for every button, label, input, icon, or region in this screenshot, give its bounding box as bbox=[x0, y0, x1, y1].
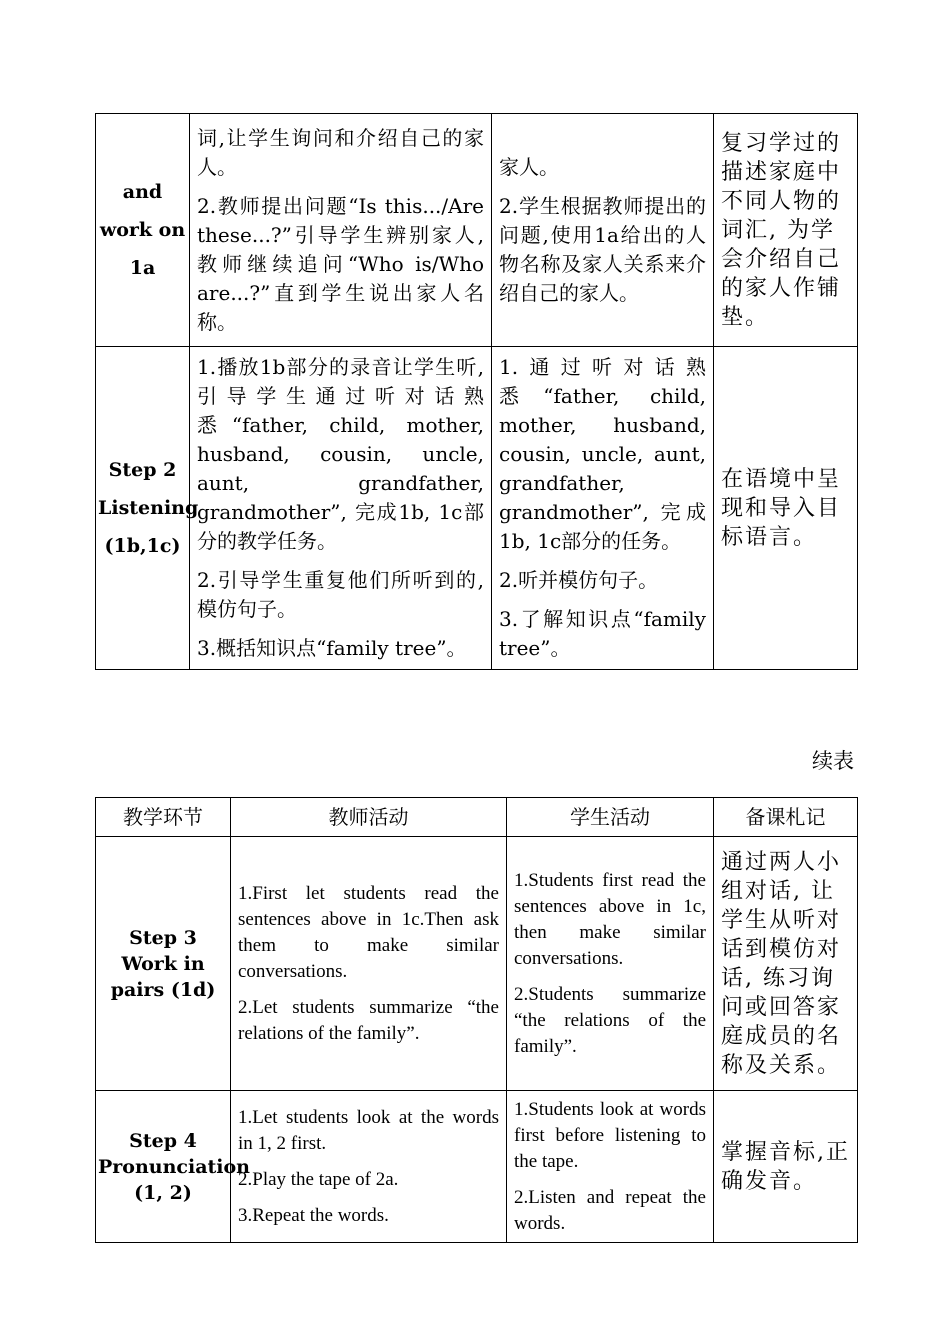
student-activity-item: 1.通过听对话熟悉“father, child, mother, husband, cousin, uncle, aunt, grandfather, grandmother”, 完成1b, 1c部分的任务。 bbox=[499, 355, 706, 553]
stage-line: Step 2 bbox=[108, 459, 177, 481]
column-header: 教学环节 bbox=[96, 798, 231, 837]
stage-line: Step 4 bbox=[129, 1129, 197, 1152]
lesson-table-2 bbox=[95, 797, 858, 1243]
continued-label: 续表 bbox=[812, 749, 854, 773]
student-activity-item: 家人。 bbox=[499, 154, 559, 179]
stage-cell bbox=[96, 1091, 250, 1243]
lesson-note-cell: 通过两人小组对话, 让学生从听对话到模仿对话, 练习询问或回答家庭成员的名称及关系。 bbox=[714, 837, 858, 1091]
teacher-activity-cell bbox=[231, 1091, 507, 1243]
lesson-note-cell: 复习学过的描述家庭中不同人物的词汇, 为学会介绍自己的家人作铺垫。 bbox=[714, 114, 858, 347]
teacher-activity-item: 2.教师提出问题“Is this.../Are these...?”引导学生辨别家人, 教师继续追问“Who is/Who are...?”直到学生说出家人名称。 bbox=[197, 193, 484, 334]
student-activity-cell bbox=[507, 1091, 714, 1243]
teacher-activity-item: 1.Let students look at the words in 1, 2 first. bbox=[238, 1106, 499, 1154]
teacher-activity-cell bbox=[190, 347, 492, 670]
stage-line: (1b,1c) bbox=[104, 535, 181, 557]
student-activity-item: 1.Students look at words first before listening to the tape. bbox=[514, 1098, 706, 1172]
table-row bbox=[96, 347, 858, 670]
teacher-activity-item: 3.Repeat the words. bbox=[238, 1204, 389, 1226]
teacher-activity-item: 1.播放1b部分的录音让学生听, 引导学生通过听对话熟悉“father, child, mother, husband, cousin, uncle, aunt, grandfather, grandmother”, 完成1b, 1c部分的教学任务。 bbox=[197, 355, 484, 553]
teacher-activity-item: 2.Play the tape of 2a. bbox=[238, 1168, 399, 1190]
teacher-activity-cell bbox=[231, 837, 507, 1091]
stage-line: pairs (1d) bbox=[110, 978, 216, 1001]
student-activity-item: 2.Listen and repeat the words. bbox=[514, 1186, 706, 1234]
student-activity-item: 2.Students summarize “the relations of the family”. bbox=[514, 983, 706, 1057]
lesson-note-cell: 掌握音标,正确发音。 bbox=[714, 1091, 858, 1243]
student-activity-item: 1.Students first read the sentences above in 1c, then make similar conversations. bbox=[514, 869, 706, 969]
student-activity-cell bbox=[492, 114, 714, 347]
stage-line: Pronunciation bbox=[98, 1155, 250, 1178]
teacher-activity-item: 2.引导学生重复他们所听到的, 模仿句子。 bbox=[197, 568, 484, 621]
stage-line: Work in bbox=[121, 952, 205, 975]
stage-cell bbox=[96, 837, 231, 1091]
teacher-activity-item: 1.First let students read the sentences above in 1c.Then ask them to make similar conversations. bbox=[238, 882, 499, 982]
student-activity-item: 2.听并模仿句子。 bbox=[499, 568, 659, 592]
table-row bbox=[96, 114, 858, 347]
lesson-note-cell: 在语境中呈现和导入目标语言。 bbox=[714, 347, 858, 670]
table-row bbox=[96, 837, 858, 1091]
table-header-row bbox=[96, 798, 858, 837]
column-header: 教师活动 bbox=[231, 798, 507, 837]
student-activity-item: 3.了解知识点“family tree”。 bbox=[499, 607, 706, 660]
student-activity-item: 2.学生根据教师提出的问题,使用1a给出的人物名称及家人关系来介绍自己的家人。 bbox=[499, 193, 706, 305]
teacher-activity-item: 3.概括知识点“family tree”。 bbox=[197, 636, 467, 660]
teacher-activity-item: 2.Let students summarize “the relations of the family”. bbox=[238, 996, 499, 1044]
stage-line: (1, 2) bbox=[134, 1181, 192, 1204]
column-header: 备课札记 bbox=[714, 798, 858, 837]
column-header: 学生活动 bbox=[507, 798, 714, 837]
stage-line: Listening bbox=[98, 497, 199, 519]
stage-cell: and work on 1a bbox=[96, 114, 190, 347]
stage-cell bbox=[96, 347, 199, 670]
teacher-activity-item: 词,让学生询问和介绍自己的家人。 bbox=[197, 125, 484, 179]
stage-line: Step 3 bbox=[129, 926, 197, 949]
lesson-table-1 bbox=[95, 113, 858, 670]
table-row bbox=[96, 1091, 858, 1243]
teacher-activity-cell bbox=[190, 114, 492, 347]
student-activity-cell bbox=[507, 837, 714, 1091]
student-activity-cell bbox=[492, 347, 714, 670]
